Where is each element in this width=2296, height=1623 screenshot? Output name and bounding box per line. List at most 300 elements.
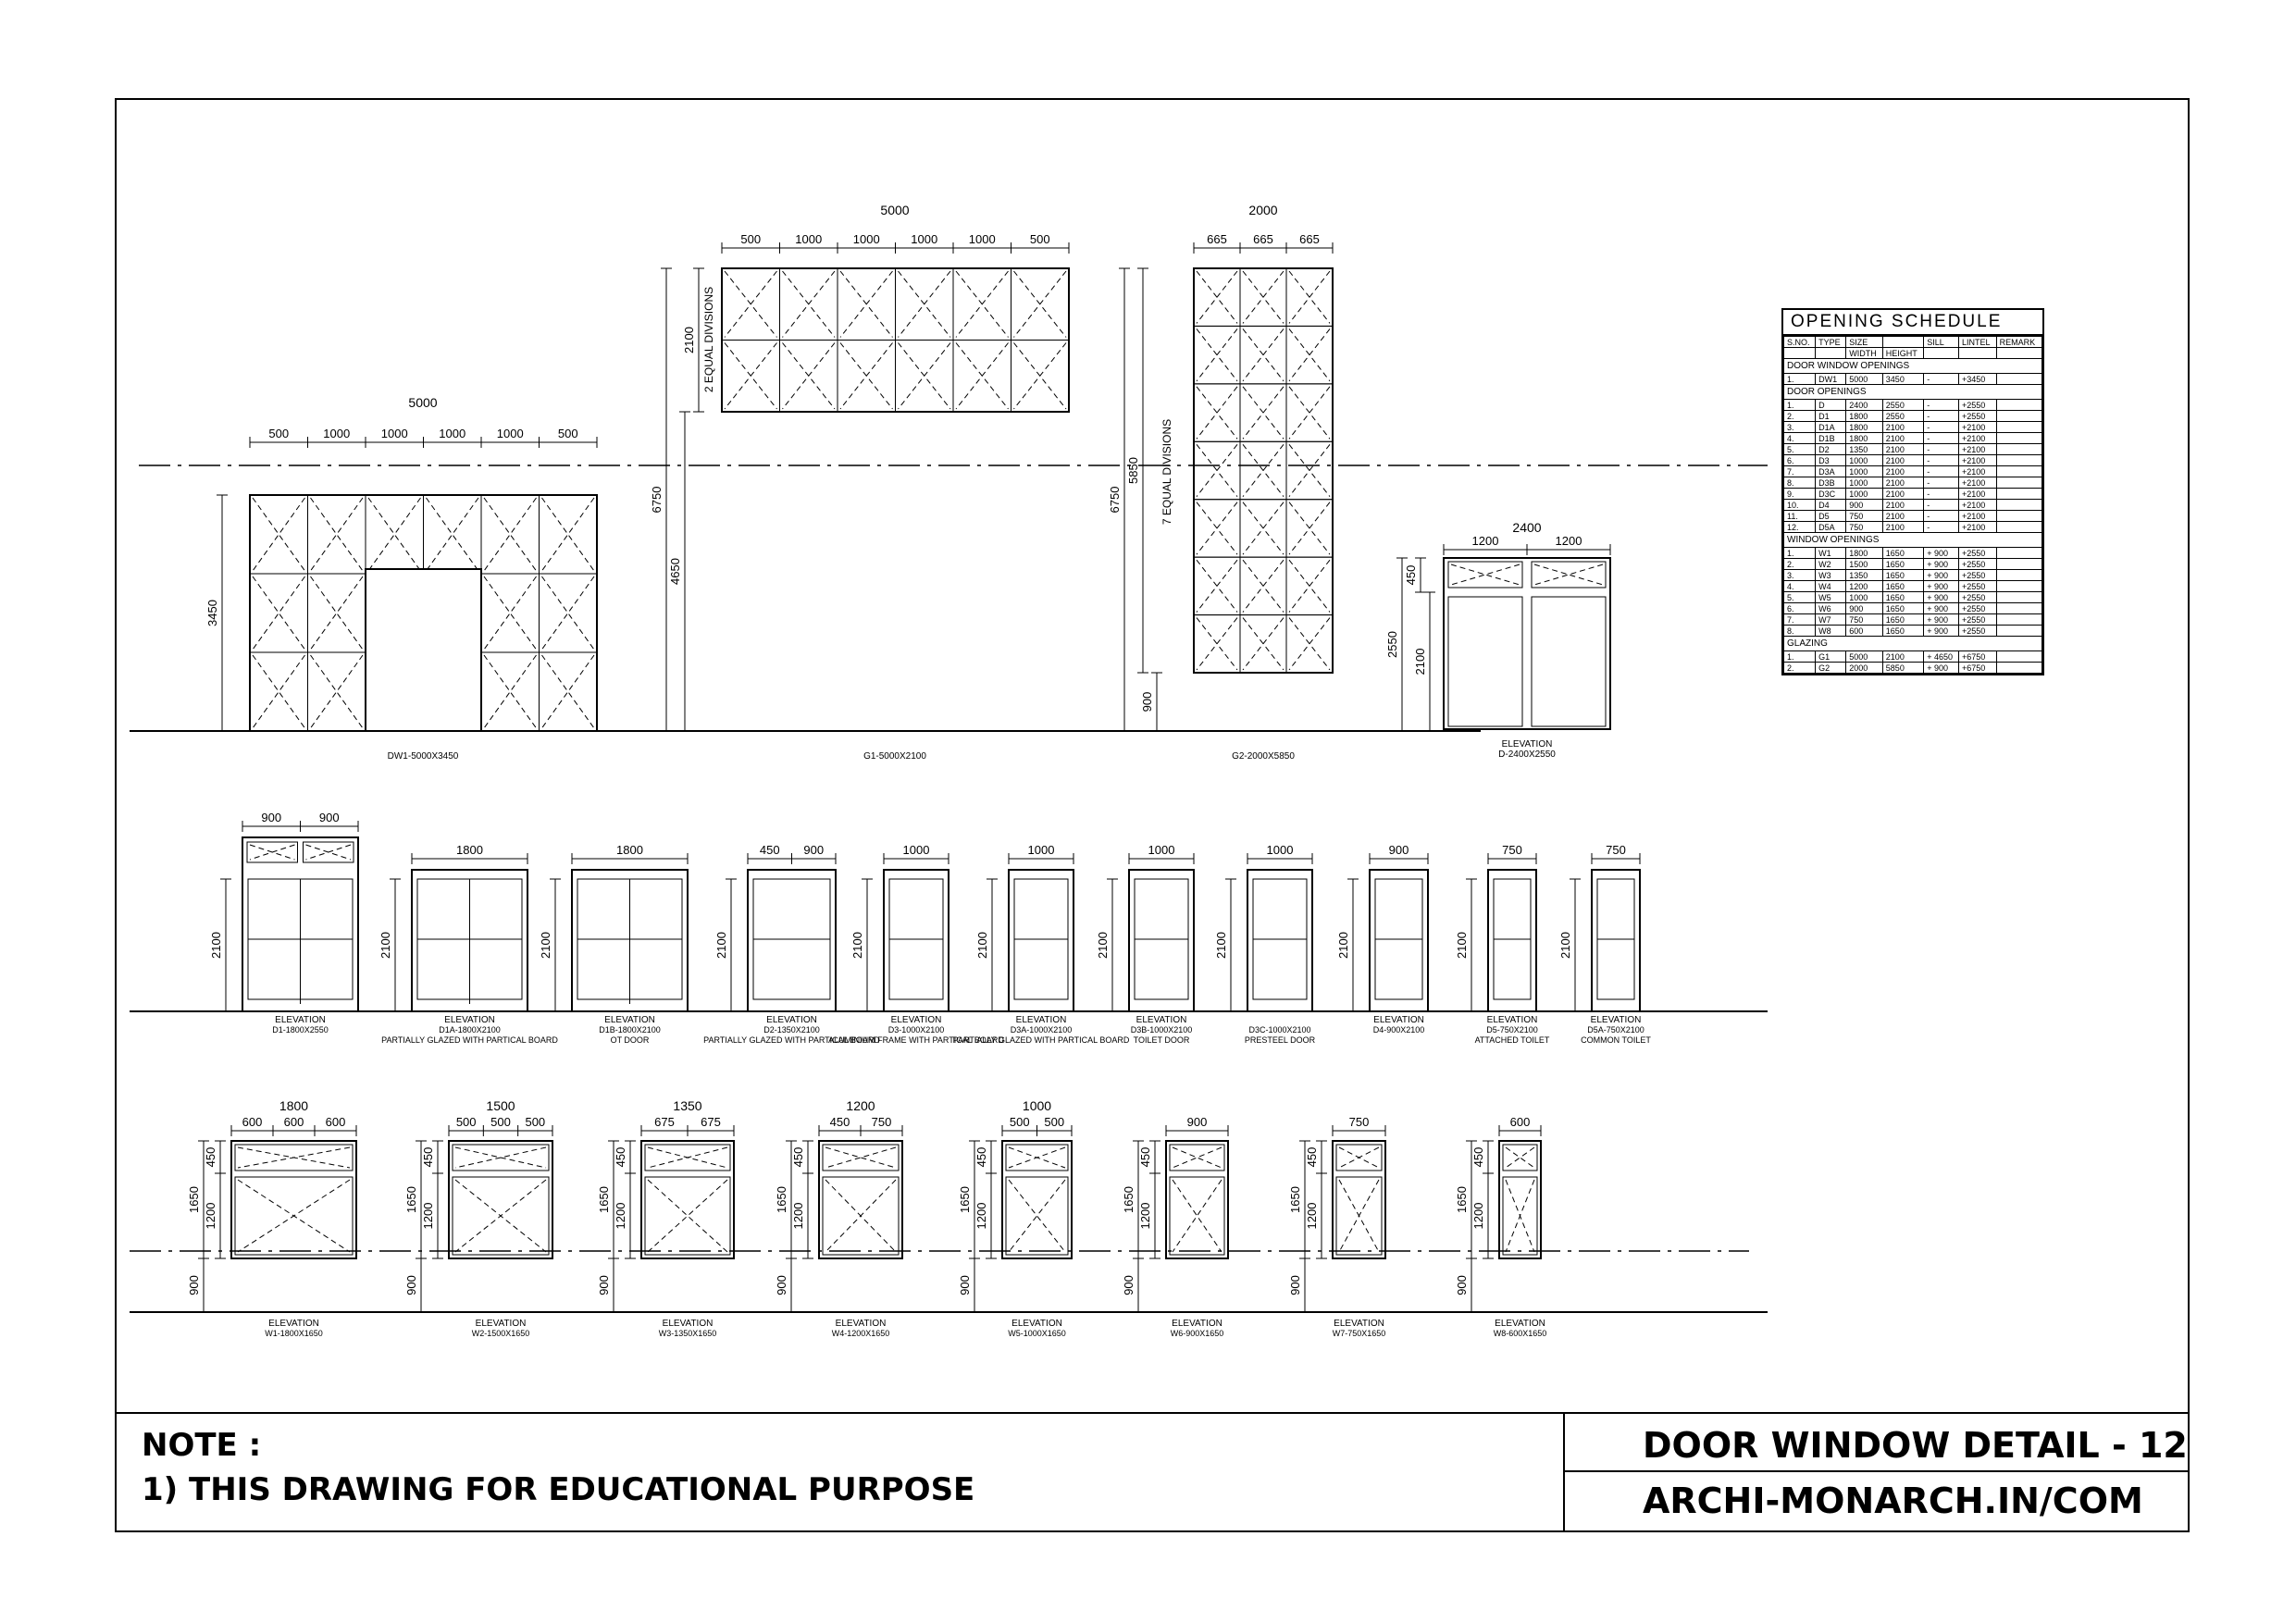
window-sub-label: W2-1500X1650 — [471, 1329, 530, 1338]
window-shutter-dim — [1138, 1173, 1160, 1258]
schedule-cell: + 900 — [1924, 626, 1959, 637]
outer-frame — [641, 1141, 734, 1258]
outer-frame — [1488, 870, 1536, 1011]
window-sill-dim — [1288, 1258, 1310, 1312]
schedule-cell: 1800 — [1846, 433, 1883, 444]
door-width-dim — [1247, 843, 1312, 864]
door-sub-label: D3B-1000X2100 — [1130, 1025, 1193, 1035]
glass-cross — [484, 576, 537, 650]
schedule-cell: W6 — [1816, 603, 1846, 614]
schedule-cell: +2550 — [1958, 614, 1996, 626]
schedule-cell: +2550 — [1958, 411, 1996, 422]
door-label: ELEVATION — [1373, 1015, 1424, 1025]
glass-cross — [542, 655, 595, 728]
dim-label: 600 — [1509, 1115, 1531, 1129]
dim-label: 750 — [1348, 1115, 1370, 1129]
window-shutter-dim — [1471, 1173, 1494, 1258]
window-label: ELEVATION — [1011, 1319, 1062, 1329]
window-sub-label: W3-1350X1650 — [658, 1329, 717, 1338]
door-width-dim — [412, 843, 527, 864]
schedule-cell: HEIGHT — [1882, 348, 1923, 359]
door-height-dim — [1455, 879, 1477, 1011]
schedule-cell: 2550 — [1882, 411, 1923, 422]
dim-label: 900 — [1186, 1115, 1208, 1129]
note-heading: NOTE : — [142, 1427, 262, 1464]
dim-label: 750 — [1502, 843, 1522, 857]
dim-label: 1650 — [1455, 1186, 1469, 1213]
schedule-cell: 2100 — [1882, 422, 1923, 433]
window-vent-dim — [974, 1141, 997, 1173]
glass-cross — [1506, 1147, 1534, 1168]
glass-cross — [956, 343, 1009, 410]
g1-label: G1-5000X2100 — [863, 751, 926, 762]
door-desc-label: COMMON TOILET — [1581, 1035, 1651, 1045]
door-elevation-d2-1350x2100 — [748, 870, 836, 1011]
glass-cross — [1173, 1180, 1222, 1252]
dim-label: 4650 — [668, 558, 682, 585]
door-label: ELEVATION — [444, 1015, 495, 1025]
schedule-subheader-row — [1784, 348, 2042, 359]
window-part-dims — [231, 1115, 356, 1136]
schedule-row — [1784, 663, 2042, 674]
door-elevation-d3-1000x2100 — [884, 870, 949, 1011]
schedule-cell: 750 — [1846, 614, 1883, 626]
schedule-row — [1784, 411, 2042, 422]
schedule-cell: D3 — [1816, 455, 1846, 466]
schedule-cell: 1000 — [1846, 477, 1883, 489]
schedule-cell: DW1 — [1816, 374, 1846, 385]
schedule-cell: 1650 — [1882, 559, 1923, 570]
schedule-cell — [1996, 522, 2042, 533]
ventilator — [823, 1145, 899, 1171]
schedule-cell: 2100 — [1882, 444, 1923, 455]
schedule-cell: 3. — [1784, 422, 1816, 433]
glass-cross — [311, 576, 364, 650]
schedule-section-row — [1784, 359, 2042, 374]
schedule-cell: + 900 — [1924, 559, 1959, 570]
glass-cross — [783, 271, 836, 338]
schedule-cell: - — [1924, 444, 1959, 455]
schedule-cell: +2550 — [1958, 626, 1996, 637]
schedule-cell: - — [1924, 477, 1959, 489]
schedule-cell — [1996, 570, 2042, 581]
schedule-cell: + 900 — [1924, 570, 1959, 581]
window-vent-dim — [1305, 1141, 1327, 1173]
door-label: ELEVATION — [1136, 1015, 1187, 1025]
window-label: ELEVATION — [268, 1319, 319, 1329]
dim-label: 2100 — [714, 932, 728, 959]
door-sub-label: D5A-750X2100 — [1587, 1025, 1644, 1035]
glass-cross — [1451, 564, 1520, 585]
glass-cross — [368, 498, 421, 571]
glass-cross — [1197, 271, 1237, 323]
glass-cross — [484, 655, 537, 728]
large-elements-layer — [205, 203, 1610, 762]
dim-label: 1000 — [795, 232, 823, 246]
dim-label: 900 — [803, 843, 825, 857]
glass-cross — [1197, 387, 1237, 439]
schedule-cell — [1996, 603, 2042, 614]
g2-width-label: 2000 — [1248, 203, 1278, 217]
schedule-cell: 7. — [1784, 466, 1816, 477]
window-label: ELEVATION — [1334, 1319, 1384, 1329]
schedule-cell — [1816, 348, 1846, 359]
d-vent-dim — [1404, 558, 1426, 592]
window-shutter-dim — [204, 1173, 226, 1258]
glass-cross — [1197, 560, 1237, 612]
door-width-dim — [884, 843, 949, 864]
dim-label: 450 — [759, 843, 780, 857]
window-shutter-dim — [791, 1173, 813, 1258]
dim-label: 500 — [1029, 232, 1050, 246]
window-sill-dim — [1455, 1258, 1477, 1312]
diagonal — [648, 1180, 727, 1252]
window-sill-dim — [775, 1258, 797, 1312]
dim-label: 1800 — [456, 843, 483, 857]
window-sub-label: W6-900X1650 — [1170, 1329, 1224, 1338]
window-width-label: 1350 — [673, 1098, 702, 1113]
dim-label: 665 — [1207, 232, 1227, 246]
dim-label: 500 — [490, 1115, 511, 1129]
schedule-cell: 1800 — [1846, 422, 1883, 433]
schedule-cell: D3A — [1816, 466, 1846, 477]
window-elevation-w8-600x1650 — [1499, 1141, 1541, 1258]
diagonal — [455, 1180, 546, 1252]
window-sill-dim — [187, 1258, 209, 1312]
window-elevation-w1-1800x1650 — [231, 1141, 356, 1258]
glass-cross — [238, 1180, 350, 1252]
dim-label: 2100 — [682, 327, 696, 353]
dim-label: 1000 — [1027, 843, 1055, 857]
glass-cross — [427, 498, 479, 571]
outer-frame — [1166, 1141, 1228, 1258]
door-width-dim — [1129, 843, 1194, 864]
schedule-cell: 2550 — [1882, 400, 1923, 411]
outer-frame — [748, 870, 836, 1011]
schedule-cell: + 900 — [1924, 581, 1959, 592]
dim-label: 5850 — [1126, 457, 1140, 484]
glass-cross — [1289, 444, 1330, 496]
schedule-cell: 4. — [1784, 581, 1816, 592]
dim-label: 1200 — [421, 1202, 435, 1230]
opening-schedule — [1781, 308, 2044, 675]
door-elevation-d5-750x2100 — [1488, 870, 1536, 1011]
dim-label: 500 — [557, 427, 578, 440]
schedule-row — [1784, 433, 2042, 444]
door-elevation-d3b-1000x2100 — [1129, 870, 1194, 1011]
door-elevation-d1-1800x2550 — [242, 837, 358, 1011]
outer-frame — [449, 1141, 552, 1258]
dim-label: 500 — [525, 1115, 546, 1129]
glass-cross — [1009, 1180, 1065, 1252]
dim-label: 500 — [268, 427, 290, 440]
door-label: ELEVATION — [1486, 1015, 1538, 1025]
d-part-dims — [1444, 534, 1610, 555]
window-sill-dim — [597, 1258, 619, 1312]
schedule-cell: 1. — [1784, 400, 1816, 411]
dw1-label: DW1-5000X3450 — [387, 751, 459, 762]
dim-label: 2100 — [539, 932, 552, 959]
g1-part-dims — [722, 232, 1069, 254]
dim-label: 3450 — [205, 600, 219, 626]
schedule-section-row — [1784, 637, 2042, 651]
window-label: ELEVATION — [1172, 1319, 1222, 1329]
schedule-cell: D1 — [1816, 411, 1846, 422]
schedule-cell: 2100 — [1882, 500, 1923, 511]
window-width-label: 1800 — [279, 1098, 309, 1113]
schedule-cell: +6750 — [1958, 663, 1996, 674]
dim-label: 1650 — [187, 1186, 201, 1213]
dim-label: 1650 — [1288, 1186, 1302, 1213]
g2-part-dims — [1194, 232, 1333, 254]
dim-label: 1200 — [1138, 1202, 1152, 1230]
window-sill-dim — [404, 1258, 427, 1312]
door-height-dim — [209, 879, 231, 1011]
schedule-cell: D — [1816, 400, 1846, 411]
schedule-cell: 6. — [1784, 603, 1816, 614]
glass-cross — [455, 1147, 546, 1168]
schedule-cell: 2. — [1784, 559, 1816, 570]
schedule-cell: 10. — [1784, 500, 1816, 511]
schedule-cell — [1996, 444, 2042, 455]
dim-label: 675 — [701, 1115, 721, 1129]
glass-cross — [455, 1180, 546, 1252]
door-height-dim — [539, 879, 561, 1011]
dim-label: 2100 — [850, 932, 864, 959]
dim-label: 1200 — [1471, 1202, 1485, 1230]
glass-cross — [542, 576, 595, 650]
g1-elevation — [722, 268, 1069, 412]
glass-cross — [1534, 564, 1603, 585]
dim-label: 1000 — [1148, 843, 1175, 857]
schedule-row — [1784, 603, 2042, 614]
schedule-cell: +2550 — [1958, 548, 1996, 559]
schedule-cell: D1A — [1816, 422, 1846, 433]
schedule-cell: W7 — [1816, 614, 1846, 626]
schedule-cell: WIDTH — [1846, 348, 1883, 359]
schedule-row — [1784, 522, 2042, 533]
schedule-cell: D4 — [1816, 500, 1846, 511]
door-height-dim — [850, 879, 873, 1011]
window-part-dims — [819, 1115, 902, 1136]
glass-cross — [1243, 502, 1284, 554]
window-sub-label: W4-1200X1650 — [831, 1329, 890, 1338]
schedule-cell: +6750 — [1958, 651, 1996, 663]
schedule-cell: 1800 — [1846, 548, 1883, 559]
glass-cross — [1197, 444, 1237, 496]
schedule-cell: SILL — [1924, 337, 1959, 348]
schedule-cell: +2100 — [1958, 455, 1996, 466]
schedule-cell: 5000 — [1846, 651, 1883, 663]
glass-cross — [725, 271, 777, 338]
window-sill-dim — [958, 1258, 980, 1312]
dim-label: 500 — [740, 232, 762, 246]
glass-cross — [250, 845, 295, 860]
door-label: ELEVATION — [890, 1015, 942, 1025]
schedule-cell: 3450 — [1882, 374, 1923, 385]
schedule-cell — [1996, 348, 2042, 359]
door-leaf — [1448, 597, 1522, 726]
door-label: ELEVATION — [604, 1015, 655, 1025]
window-vent-dim — [1138, 1141, 1160, 1173]
schedule-cell: - — [1924, 500, 1959, 511]
schedule-cell: 2100 — [1882, 477, 1923, 489]
glass-cross — [1243, 387, 1284, 439]
glass-cross — [1014, 343, 1067, 410]
dim-label: 1000 — [902, 843, 930, 857]
door-elevation-d5a-750x2100 — [1592, 870, 1640, 1011]
door-desc-label: ATTACHED TOILET — [1474, 1035, 1550, 1045]
schedule-cell: D3B — [1816, 477, 1846, 489]
schedule-cell: S.NO. — [1784, 337, 1816, 348]
dim-label: 2100 — [1413, 648, 1427, 675]
glass-cross — [825, 1147, 896, 1168]
outer-frame — [1444, 558, 1610, 729]
window-shutter-dim — [974, 1173, 997, 1258]
schedule-cell: 2100 — [1882, 489, 1923, 500]
window-width-label: 1000 — [1022, 1098, 1052, 1113]
schedule-cell: 2400 — [1846, 400, 1883, 411]
schedule-cell — [1996, 500, 2042, 511]
dim-label: 450 — [1471, 1146, 1485, 1168]
glass-cross — [1014, 271, 1067, 338]
door-height-dim — [1214, 879, 1236, 1011]
dw1-width-label: 5000 — [408, 395, 438, 410]
sheet-title: DOOR WINDOW DETAIL - 12 — [1643, 1425, 2188, 1466]
dim-label: 2100 — [1214, 932, 1228, 959]
schedule-cell — [1996, 489, 2042, 500]
window-vent-dim — [204, 1141, 226, 1173]
schedule-cell: SIZE — [1846, 337, 1883, 348]
schedule-cell: G2 — [1816, 663, 1846, 674]
schedule-cell: + 900 — [1924, 614, 1959, 626]
schedule-cell: +3450 — [1958, 374, 1996, 385]
schedule-cell: 750 — [1846, 522, 1883, 533]
window-part-dims — [641, 1115, 734, 1136]
schedule-cell: - — [1924, 411, 1959, 422]
door-sub-label: D2-1350X2100 — [763, 1025, 820, 1035]
schedule-cell: 1650 — [1882, 581, 1923, 592]
glass-cross — [1243, 618, 1284, 670]
dim-label: 900 — [775, 1275, 788, 1295]
dim-label: 1650 — [958, 1186, 972, 1213]
glass-cross — [1339, 1147, 1379, 1168]
door-width-dim — [1009, 843, 1074, 864]
door-desc-label: TOILET DOOR — [1133, 1035, 1190, 1045]
window-elevation-w3-1350x1650 — [641, 1141, 734, 1258]
schedule-cell — [1996, 559, 2042, 570]
dim-label: 1650 — [597, 1186, 611, 1213]
dim-label: 450 — [974, 1146, 988, 1168]
schedule-cell: - — [1924, 455, 1959, 466]
schedule-row — [1784, 477, 2042, 489]
schedule-cell — [1996, 511, 2042, 522]
schedule-cell: 1000 — [1846, 592, 1883, 603]
schedule-cell: 8. — [1784, 477, 1816, 489]
glass-cross — [648, 1180, 727, 1252]
d-width-label: 2400 — [1512, 520, 1542, 535]
schedule-cell: 1800 — [1846, 411, 1883, 422]
glass-cross — [825, 1180, 896, 1252]
note-line-1: 1) THIS DRAWING FOR EDUCATIONAL PURPOSE — [142, 1471, 975, 1508]
glass-cross — [1173, 1147, 1222, 1168]
schedule-row — [1784, 559, 2042, 570]
window-sub-label: W1-1800X1650 — [265, 1329, 323, 1338]
window-part-dims — [1499, 1115, 1541, 1136]
glass-cross — [1289, 328, 1330, 380]
dim-label: 1000 — [1266, 843, 1294, 857]
schedule-cell: 5850 — [1882, 663, 1923, 674]
door-width-dim — [1370, 843, 1428, 864]
dim-label: 1000 — [852, 232, 880, 246]
door-label: ELEVATION — [766, 1015, 817, 1025]
outer-frame — [1370, 870, 1428, 1011]
dw1-height-dim — [205, 495, 228, 731]
schedule-cell: 600 — [1846, 626, 1883, 637]
schedule-section-row — [1784, 385, 2042, 400]
dim-label: 665 — [1253, 232, 1273, 246]
glass-cross — [1243, 271, 1284, 323]
glass-cross — [253, 576, 305, 650]
schedule-cell: 2000 — [1846, 663, 1883, 674]
g2-height-dim — [1126, 268, 1148, 673]
window-label: ELEVATION — [1495, 1319, 1545, 1329]
dim-label: 900 — [261, 811, 282, 824]
schedule-cell: D1B — [1816, 433, 1846, 444]
schedule-cell: W8 — [1816, 626, 1846, 637]
dim-label: 1650 — [775, 1186, 788, 1213]
schedule-cell: REMARK — [1996, 337, 2042, 348]
dim-label: 450 — [1404, 564, 1418, 586]
schedule-cell: 2100 — [1882, 433, 1923, 444]
schedule-cell: 900 — [1846, 500, 1883, 511]
window-part-dims — [1333, 1115, 1385, 1136]
window-elevation-w2-1500x1650 — [449, 1141, 552, 1258]
door-height-dim — [975, 879, 998, 1011]
door-height-dim — [379, 879, 401, 1011]
schedule-cell: 4. — [1784, 433, 1816, 444]
g1-overall-dim — [650, 268, 672, 731]
door-desc-label: PARTIALLY GLAZED WITH PARTICAL BOARD — [952, 1035, 1130, 1045]
dim-label: 2100 — [209, 932, 223, 959]
dim-label: 1000 — [380, 427, 408, 440]
dim-label: 900 — [1288, 1275, 1302, 1295]
schedule-cell: TYPE — [1816, 337, 1846, 348]
schedule-cell: - — [1924, 400, 1959, 411]
glass-cross — [1289, 618, 1330, 670]
schedule-cell: 3. — [1784, 570, 1816, 581]
schedule-cell: +2100 — [1958, 466, 1996, 477]
schedule-cell: +2550 — [1958, 570, 1996, 581]
dim-label: 1650 — [404, 1186, 418, 1213]
schedule-cell — [1996, 422, 2042, 433]
door-desc-label: PARTIALLY GLAZED WITH PARTICAL BOARD — [703, 1035, 880, 1045]
schedule-cell: D3C — [1816, 489, 1846, 500]
dim-label: 1200 — [1555, 534, 1582, 548]
dim-label: 2100 — [379, 932, 392, 959]
dim-label: 450 — [421, 1146, 435, 1168]
door-sub-label: D3A-1000X2100 — [1010, 1025, 1073, 1035]
outer-frame — [1333, 1141, 1385, 1258]
window-label: ELEVATION — [662, 1319, 714, 1329]
schedule-cell — [1996, 400, 2042, 411]
glass-cross — [1289, 271, 1330, 323]
schedule-row — [1784, 374, 2042, 385]
dim-label: 600 — [242, 1115, 263, 1129]
schedule-cell: 1350 — [1846, 570, 1883, 581]
schedule-row — [1784, 466, 2042, 477]
schedule-cell — [1882, 337, 1923, 348]
